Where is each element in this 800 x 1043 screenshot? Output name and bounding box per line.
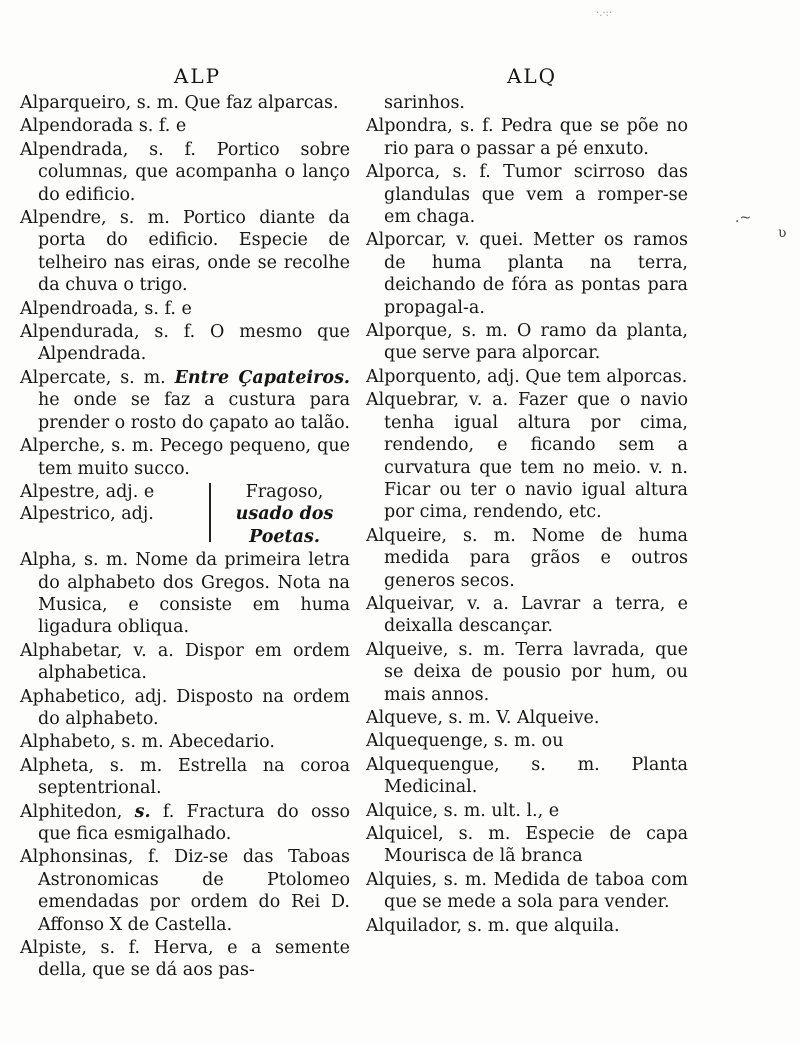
entry-alquebrar: Alquebrar, v. a. Fazer que o navio tenha igual altura por cima, rendendo, e ficando sem a curvatura que tem no meio. v. n. Ficar ou ter o navio igual altura por cima, rendendo, etc. bbox=[366, 390, 688, 523]
entry-alpendurada: Alpendurada, s. f. O mesmo que Alpendrada. bbox=[20, 322, 350, 365]
entry-alparqueiro: Alparqueiro, s. m. Que faz alparcas. bbox=[20, 93, 339, 113]
ink-mark: .~ bbox=[735, 210, 752, 226]
entry-alpendrada: Alpendrada, s. f. Portico sobre columnas, que acompanha o lanço do edificio. bbox=[20, 139, 350, 205]
entry-alquequenge: Alquequenge, s. m. ou bbox=[366, 731, 564, 752]
right-running-head: ALQ bbox=[506, 64, 558, 88]
entry-alporquento: Alporquento, adj. Que tem alporcas. bbox=[366, 366, 688, 387]
entry-alporcar: Alporcar, v. quei. Metter os ramos de huma planta na terra, deichando de fóra as pontas para propagal-a. bbox=[366, 230, 688, 318]
entry-continuation: sarinhos. bbox=[384, 93, 465, 113]
entry-alphitedon: Alphitedon, s. f. Fractura do osso que fica esmigalhado. bbox=[20, 801, 350, 844]
entry-alqueire: Alqueire, s. m. Nome de huma medida para grãos e outros generos secos. bbox=[366, 525, 688, 591]
entry-alpercate: Alpercate, s. m. Entre Çapateiros. he onde se faz a custura para prender o rosto do çapato ao talão. bbox=[20, 367, 351, 433]
entry-alperche: Alperche, s. m. Pecego pequeno, que tem muito succo. bbox=[20, 436, 350, 479]
entry-alquequengue: Alquequengue, s. m. Planta Medicinal. bbox=[366, 754, 688, 798]
entry-alqueivar: Alqueivar, v. a. Lavrar a terra, e deixalla descançar. bbox=[366, 593, 688, 637]
entry-alpestre-group bbox=[20, 481, 350, 548]
brace-bar bbox=[209, 483, 211, 542]
entry-alqueive: Alqueive, s. m. Terra lavrada, que se deixa de pousio por hum, ou mais annos. bbox=[366, 639, 688, 705]
entry-alquicel: Alquicel, s. m. Especie de capa Mourisca de lã branca bbox=[366, 824, 688, 867]
entry-alpendroada: Alpendroada, s. f. e bbox=[20, 298, 192, 319]
entry-aphabetico: Aphabetico, adj. Disposto na ordem do alphabeto. bbox=[20, 686, 350, 729]
right-column bbox=[366, 62, 688, 938]
alpestre-headwords: Alpestre, adj. e Alpestrico, adj. bbox=[20, 481, 155, 525]
entry-alquies: Alquies, s. m. Medida de taboa com que se mede a sola para vender. bbox=[366, 869, 688, 913]
entry-alpondra: Alpondra, s. f. Pedra que se põe no rio para o passar a pé enxuto. bbox=[366, 116, 688, 159]
entry-alporca: Alporca, s. f. Tumor scirroso das glandulas que vem a romper-se em chaga. bbox=[366, 162, 688, 228]
entry-alpendorada: Alpendorada s. f. e bbox=[20, 116, 187, 137]
entry-alporque: Alporque, s. m. O ramo da planta, que serve para alporcar. bbox=[366, 321, 688, 364]
entry-alphonsinas: Alphonsinas, f. Diz-se das Taboas Astronomicas de Ptolomeo emendadas por ordem do Rei D. Affonso X de Castella. bbox=[20, 847, 350, 935]
entry-alquice: Alquice, s. m. ult. l., e bbox=[366, 800, 560, 821]
entry-alpiste: Alpiste, s. f. Herva, e a semente della, que se dá aos pas- bbox=[20, 938, 350, 981]
entry-alphabeto: Alphabeto, s. m. Abecedario. bbox=[20, 732, 275, 753]
entry-alquilador: Alquilador, s. m. que alquila. bbox=[366, 915, 620, 936]
alpestre-definition: Fragoso, usado dos Poetas. bbox=[235, 481, 334, 547]
entry-alpendre: Alpendre, s. m. Portico diante da porta do edificio. Especie de telheiro nas eiras, onde se recolhe da chuva o trigo. bbox=[20, 208, 350, 296]
ink-mark: ʋ bbox=[778, 225, 787, 241]
left-running-head: ALP bbox=[173, 64, 222, 88]
entry-alqueve: Alqueve, s. m. V. Alqueive. bbox=[366, 707, 600, 728]
left-column bbox=[20, 62, 350, 983]
entry-alpheta: Alpheta, s. m. Estrella na coroa septentrional. bbox=[20, 755, 350, 799]
entry-alpha: Alpha, s. m. Nome da primeira letra do alphabeto dos Gregos. Nota na Musica, e consiste em huma ligadura obliqua. bbox=[20, 550, 350, 638]
ink-speckle: ·.·:· bbox=[596, 8, 613, 19]
entry-alphabetar: Alphabetar, v. a. Dispor em ordem alphabetica. bbox=[20, 640, 350, 684]
